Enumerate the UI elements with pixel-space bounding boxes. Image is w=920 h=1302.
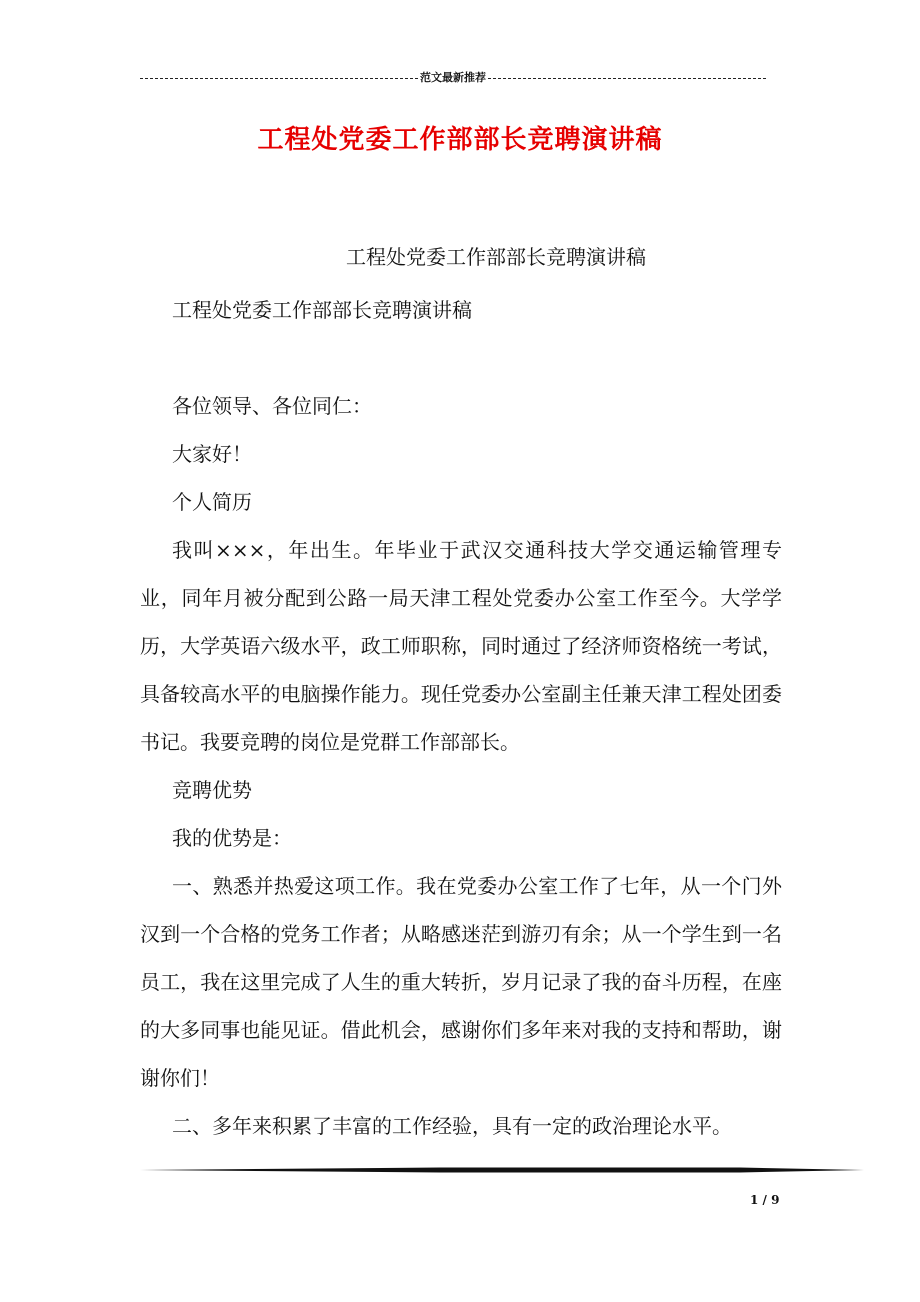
page-header <box>140 70 766 86</box>
section-heading-advantages: 竞聘优势 <box>172 778 252 802</box>
paragraph-greeting: 大家好！ <box>172 442 252 466</box>
header-label: 范文最新推荐 <box>420 71 486 84</box>
document-title: 工程处党委工作部部长竞聘演讲稿 <box>257 125 663 155</box>
header-rule-right <box>488 78 766 79</box>
paragraph-resume: 我叫×××，年出生。年毕业于武汉交通科技大学交通运输管理专业，同年月被分配到公路一局天津工程处党委办公室工作至今。大学学历，大学英语六级水平，政工师职称，同时通过了经济师资格统一考试，具备较高水平的电脑操作能力。现任党委办公室副主任兼天津工程处团委书记。我要竞聘的岗位是党群工作部部长。 <box>140 538 782 754</box>
header-rule-left <box>140 78 418 79</box>
document-body <box>140 286 782 1150</box>
section-heading-resume: 个人简历 <box>172 490 252 514</box>
page-number: 1 / 9 <box>750 1193 780 1207</box>
paragraph-advantages-intro: 我的优势是： <box>172 826 292 850</box>
paragraph-heading: 工程处党委工作部部长竞聘演讲稿 <box>172 298 472 322</box>
footer-divider <box>140 1164 864 1176</box>
paragraph-salutation: 各位领导、各位同仁： <box>172 394 372 418</box>
paragraph-advantage-one: 一、熟悉并热爱这项工作。我在党委办公室工作了七年，从一个门外汉到一个合格的党务工作者；从略感迷茫到游刃有余；从一个学生到一名员工，我在这里完成了人生的重大转折，岁月记录了我的奋斗历程，在座的大多同事也能见证。借此机会，感谢你们多年来对我的支持和帮助，谢谢你们！ <box>140 874 782 1090</box>
paragraph-advantage-two: 二、多年来积累了丰富的工作经验，具有一定的政治理论水平。 <box>172 1114 732 1138</box>
document-subtitle: 工程处党委工作部部长竞聘演讲稿 <box>346 245 646 269</box>
